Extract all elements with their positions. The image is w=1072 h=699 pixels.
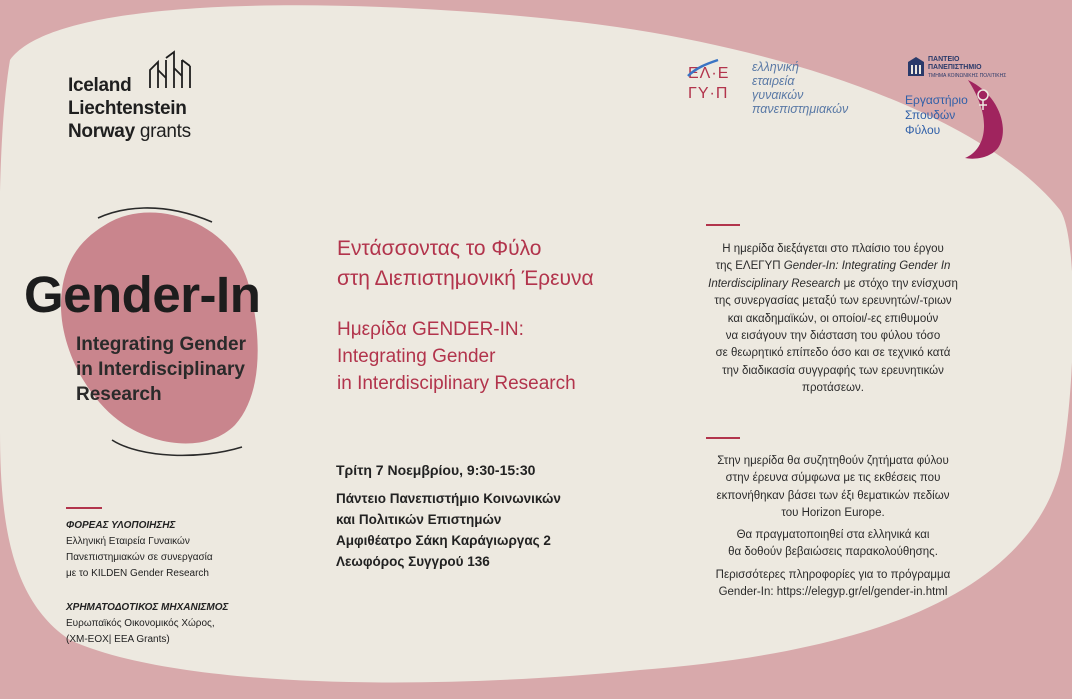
p1-line: σε θεωρητικό επίπεδο όσο και σε τεχνικό κατά — [715, 347, 951, 360]
elegyp-text-3: γυναικών — [752, 88, 804, 102]
implementing-body-line1: Ελληνική Εταιρεία Γυναικών — [66, 536, 190, 547]
elegyp-text-1: ελληνική — [752, 60, 799, 74]
event-subtitle — [337, 316, 576, 397]
eea-line-iceland: Iceland — [68, 75, 132, 96]
funding-mechanism-line1: Ευρωπαϊκός Οικονομικός Χώρος, — [66, 618, 215, 629]
panteio-emblem-icon — [907, 56, 925, 78]
event-date-time: Τρίτη 7 Νοεμβρίου, 9:30-15:30 — [336, 462, 536, 478]
gender-in-sub3: Research — [76, 384, 162, 405]
gender-in-sub1: Integrating Gender — [76, 334, 246, 355]
panteio-wordmark — [928, 56, 1006, 80]
p2-line: εκπονήθηκαν βάσει των έξι θεματικών πεδίων — [716, 489, 950, 502]
event-subtitle-line1: Ημερίδα GENDER-IN: — [337, 319, 524, 340]
p2-line: του Horizon Europe. — [781, 507, 885, 520]
p1-line: και ακαδημαϊκών, οι οποίοι/-ες επιθυμούν — [727, 312, 939, 325]
event-title-line1: Εντάσσοντας το Φύλο — [337, 237, 542, 260]
p4-line: Περισσότερες πληροφορίες για το πρόγραμμα — [715, 569, 951, 581]
p1-italic: Gender-In: Integrating Gender In — [783, 260, 951, 273]
gender-in-title: Gender-In — [24, 266, 261, 323]
lab-line3: Φύλου — [905, 123, 941, 137]
panteio-line1: ΠΑΝΤΕΙΟ — [928, 56, 960, 63]
implementing-body-line2: Πανεπιστημιακών σε συνεργασία — [66, 552, 213, 563]
funding-mechanism-block — [66, 600, 228, 648]
eea-norway: Norway — [68, 121, 135, 142]
divider-right-2 — [706, 437, 740, 439]
elegyp-swoosh-icon — [686, 58, 720, 78]
p2-line: Στην ημερίδα θα συζητηθούν ζητήματα φύλου — [717, 455, 949, 467]
p4-line: Gender-In: https://elegyp.gr/el/gender-in.html — [718, 586, 948, 599]
p1-line: Interdisciplinary Research με στόχο την ενίσχυση — [708, 277, 958, 290]
p1-line: Η ημερίδα διεξάγεται στο πλαίσιο του έργου — [722, 243, 944, 255]
event-subtitle-line3: in Interdisciplinary Research — [337, 373, 576, 394]
gender-in-subtitle — [76, 332, 246, 407]
eea-line-norway — [68, 120, 191, 143]
right-paragraph-1 — [678, 241, 988, 398]
p1-italic-2: Interdisciplinary Research — [708, 277, 841, 290]
gender-studies-lab-wordmark — [905, 93, 968, 138]
implementing-body-line3: με το KILDEN Gender Research — [66, 568, 209, 579]
right-paragraph-3 — [678, 527, 988, 562]
divider-right-1 — [706, 224, 740, 226]
elegyp-mark-line1: ΕΛ·Ε — [688, 65, 730, 82]
p3-line: θα δοθούν βεβαιώσεις παρακολούθησης. — [728, 546, 938, 559]
elegyp-text-4: πανεπιστημιακών — [752, 102, 849, 116]
eea-grants-logo-icon — [148, 50, 200, 90]
p2-line: στην έρευνα σύμφωνα με τις εκθέσεις που — [725, 472, 941, 485]
elegyp-wordmark — [752, 60, 848, 116]
implementing-body-heading: ΦΟΡΕΑΣ ΥΛΟΠΟΙΗΣΗΣ — [66, 520, 176, 531]
venue-line2: και Πολιτικών Επιστημών — [336, 512, 502, 527]
lab-line1: Εργαστήριο — [905, 93, 968, 107]
p1-line: της ΕΛΕΓΥΠ Gender-In: Integrating Gender In — [715, 260, 951, 273]
panteio-line2: ΠΑΝΕΠΙΣΤΗΜΙΟ — [928, 64, 982, 71]
p1-line: της συνεργασίας μεταξύ των ερευνητών/-τριων — [714, 295, 952, 308]
implementing-body-block — [66, 518, 213, 582]
event-title-greek — [337, 234, 594, 294]
gender-in-sub2: in Interdisciplinary — [76, 359, 245, 380]
p3-line: Θα πραγματοποιηθεί στα ελληνικά και — [736, 529, 930, 541]
funding-mechanism-line2: (ΧΜ-ΕΟΧ| EEA Grants) — [66, 634, 170, 645]
right-paragraph-2 — [678, 453, 988, 523]
venue-line4: Λεωφόρος Συγγρού 136 — [336, 554, 490, 569]
funding-mechanism-heading: ΧΡΗΜΑΤΟΔΟΤΙΚΟΣ ΜΗΧΑΝΙΣΜΟΣ — [66, 602, 229, 613]
elegyp-text-2: εταιρεία — [752, 74, 795, 88]
event-title-line2: στη Διεπιστημονική Έρευνα — [337, 267, 594, 290]
event-venue — [336, 488, 561, 572]
eea-grants: grants — [139, 121, 191, 142]
eea-line-liechtenstein: Liechtenstein — [68, 98, 187, 119]
lab-line2: Σπουδών — [905, 108, 956, 122]
right-paragraph-4 — [678, 567, 988, 602]
event-subtitle-line2: Integrating Gender — [337, 346, 496, 367]
panteio-line3: ΤΜΗΜΑ ΚΟΙΝΩΝΙΚΗΣ ΠΟΛΙΤΙΚΗΣ — [928, 73, 1007, 79]
divider-bottom-left — [66, 507, 102, 509]
p1-line: την διαδικασία συγγραφής των ερευνητικών — [722, 364, 944, 377]
venue-line1: Πάντειο Πανεπιστήμιο Κοινωνικών — [336, 491, 561, 506]
p1-line: προτάσεων. — [802, 382, 864, 395]
venus-symbol-icon — [975, 88, 991, 112]
elegyp-mark-line2: ΓΥ·Π — [688, 85, 729, 102]
venue-line3: Αμφιθέατρο Σάκη Καράγιωργας 2 — [336, 533, 551, 548]
p1-line: να εισάγουν την διάσταση του φύλου τόσο — [725, 330, 941, 343]
